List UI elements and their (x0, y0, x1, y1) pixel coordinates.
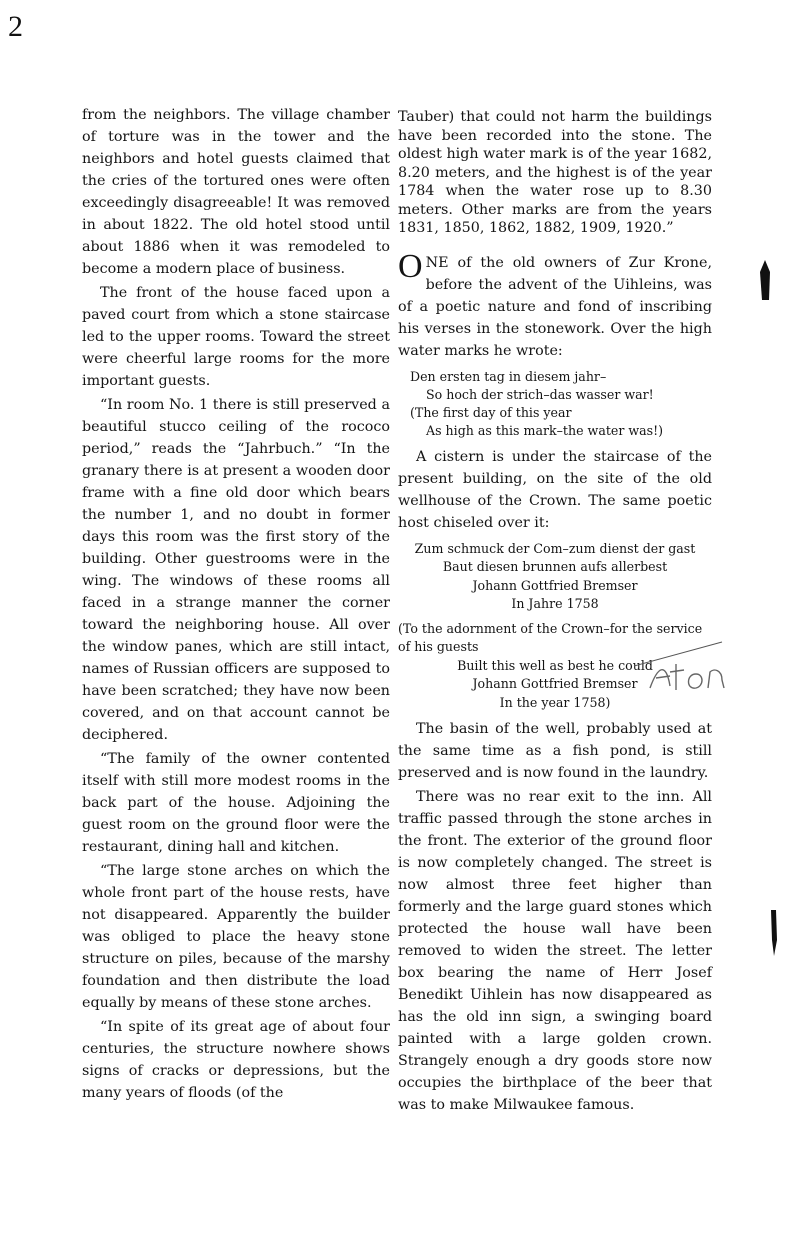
left-column (82, 104, 390, 1104)
right-column (398, 108, 712, 1116)
inscription-line: (To the adornment of the Crown–for the service of his guests (398, 620, 703, 654)
paragraph: The front of the house faced upon a paved court from which a stone staircase led to the upper rooms. Toward the street were cheerful large rooms for the more important guests. (82, 285, 390, 389)
drop-cap-letter: O (398, 247, 423, 285)
inscription-line: In the year 1758) (499, 694, 611, 710)
verse-line: Den ersten tag in diesem jahr– (410, 368, 607, 384)
paragraph: “The large stone arches on which the whole front part of the house rests, have not disappeared. Apparently the builder was obliged to place the heavy stone structure on piles, because of the marshy foundation and then distribute the load equally by means of these stone arches. (82, 863, 390, 1011)
pencil-scribble-icon (630, 636, 740, 696)
page-number: 2 (8, 10, 23, 43)
margin-mark-icon (769, 910, 778, 956)
verse-line: As high as this mark–the water was!) (426, 422, 664, 438)
paragraph: There was no rear exit to the inn. All traffic passed through the stone arches in the front. The exterior of the ground floor is now completely changed. The street is now almost three feet higher than formerly and the large guard stones which protected the house wall have been removed to widen the street. The letter box bearing the name of Herr Josef Benedikt Uihlein has now disappeared as has the old inn sign, a swinging board painted with a large golden crown. Strangely enough a dry goods store now occupies the birthplace of the beer that was to make Milwaukee famous. (398, 789, 712, 1113)
verse-block (398, 368, 712, 440)
inscription-line: Johann Gottfried Bremser (472, 676, 638, 691)
paragraph: The basin of the well, probably used at the same time as a fish pond, is still preserved and is now found in the laundry. (398, 721, 712, 781)
inscription-line: In Jahre 1758 (511, 596, 599, 611)
dropcap-paragraph (398, 247, 712, 362)
german-inscription (398, 540, 712, 614)
continued-quote-paragraph: Tauber) that could not harm the buildings have been recorded into the stone. The oldest high water mark is of the year 1682, 8.20 meters, and the highest is of the year 1784 when the water rose up to 8.30 meters. Other marks are from the years 1831, 1850, 1862, 1882, 1909, 1920.” (398, 109, 712, 236)
paragraph: from the neighbors. The village chamber of torture was in the tower and the neighbors and hotel guests claimed that the cries of the tortured ones were often exceedingly disagreeable! It was removed in about 1822. The old hotel stood until about 1886 when it was remodeled to become a modern place of business. (82, 107, 390, 277)
verse-line: So hoch der strich–das wasser war! (426, 386, 654, 402)
inscription-line: Zum schmuck der Com–zum dienst der gast (414, 540, 696, 556)
paragraph: “The family of the owner contented itself with still more modest rooms in the back part of the house. Adjoining the guest room on the ground floor were the restaurant, dining hall and kitchen. (82, 751, 390, 855)
paragraph: “In spite of its great age of about four centuries, the structure nowhere shows signs of cracks or depressions, but the many years of floods (of the (82, 1019, 390, 1101)
dropcap-paragraph-text: NE of the old owners of Zur Krone, before the advent of the Uihleins, was of a poetic nature and fond of inscribing his verses in the stonework. Over the high water marks he wrote: (398, 254, 712, 359)
inscription-line: Johann Gottfried Bremser (472, 577, 638, 593)
inscription-line: Built this well as best he could (457, 657, 653, 673)
inscription-line: Baut diesen brunnen aufs allerbest (442, 559, 668, 574)
paragraph: A cistern is under the staircase of the present building, on the site of the old wellhouse of the Crown. The same poetic host chiseled over it: (398, 448, 712, 531)
margin-mark-icon (758, 260, 772, 302)
paragraph: “In room No. 1 there is still preserved a beautiful stucco ceiling of the rococo period,” reads the “Jahrbuch.” “In the granary there is at present a wooden door frame with a fine old door which bears the number 1, and no doubt in former days this room was the first story of the building. Other guestrooms were in the wing. The windows of these rooms all faced in a strange manner the corner toward the neighboring house. All over the window panes, which are still intact, names of Russian officers are supposed to have been scratched; they have now been covered, and on that account cannot be deciphered. (82, 397, 390, 743)
verse-line: (The first day of this year (410, 404, 572, 420)
